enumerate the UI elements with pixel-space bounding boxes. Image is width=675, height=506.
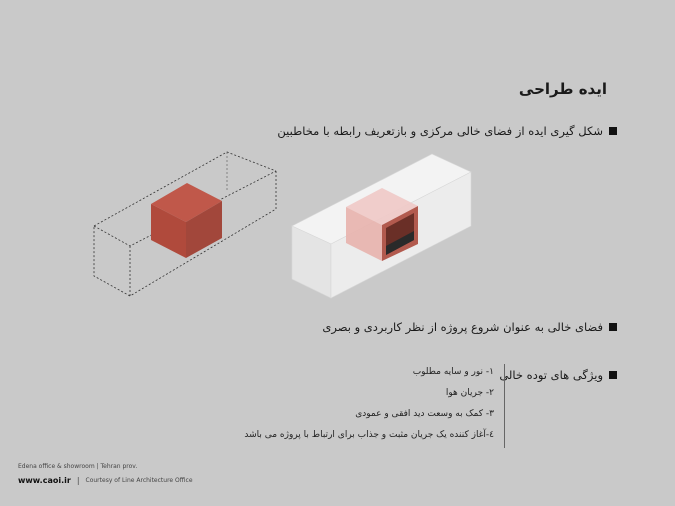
bullet-text: فضای خالی به عنوان شروع پروژه از نظر کاربردی و بصری [322, 320, 603, 334]
footer [18, 463, 193, 485]
footer-site-link[interactable]: www.caoi.ir [18, 476, 71, 485]
bullet-square-icon [609, 323, 617, 331]
footer-project-info: Edena office & showroom | Tehran prov. [18, 463, 138, 470]
bullet-square-icon [609, 371, 617, 379]
page-title: ایده طراحی [518, 80, 607, 98]
bullet-text: شکل گیری ایده از فضای خالی مرکزی و بازتعریف رابطه با مخاطبین [277, 124, 603, 138]
void-properties-list [244, 364, 505, 448]
property-item: ۱- نور و سایه مطلوب [412, 367, 494, 377]
bullet-void-as-start [322, 320, 617, 334]
wireframe-mass-diagram [94, 152, 276, 296]
bullet-text: ویژگی های توده خالی [499, 368, 603, 382]
solid-mass-diagram [292, 154, 471, 298]
footer-credit: Courtesy of Line Architecture Office [85, 477, 193, 484]
property-item: ۲- جریان هوا [445, 388, 494, 398]
footer-separator: | [76, 476, 80, 485]
property-item: ۳- کمک به وسعت دید افقی و عمودی [355, 409, 494, 419]
bullet-void-properties [499, 368, 617, 382]
property-item: ٤-آغاز کننده یک جریان مثبت و جذاب برای ارتباط با پروژه می باشد [244, 430, 494, 440]
